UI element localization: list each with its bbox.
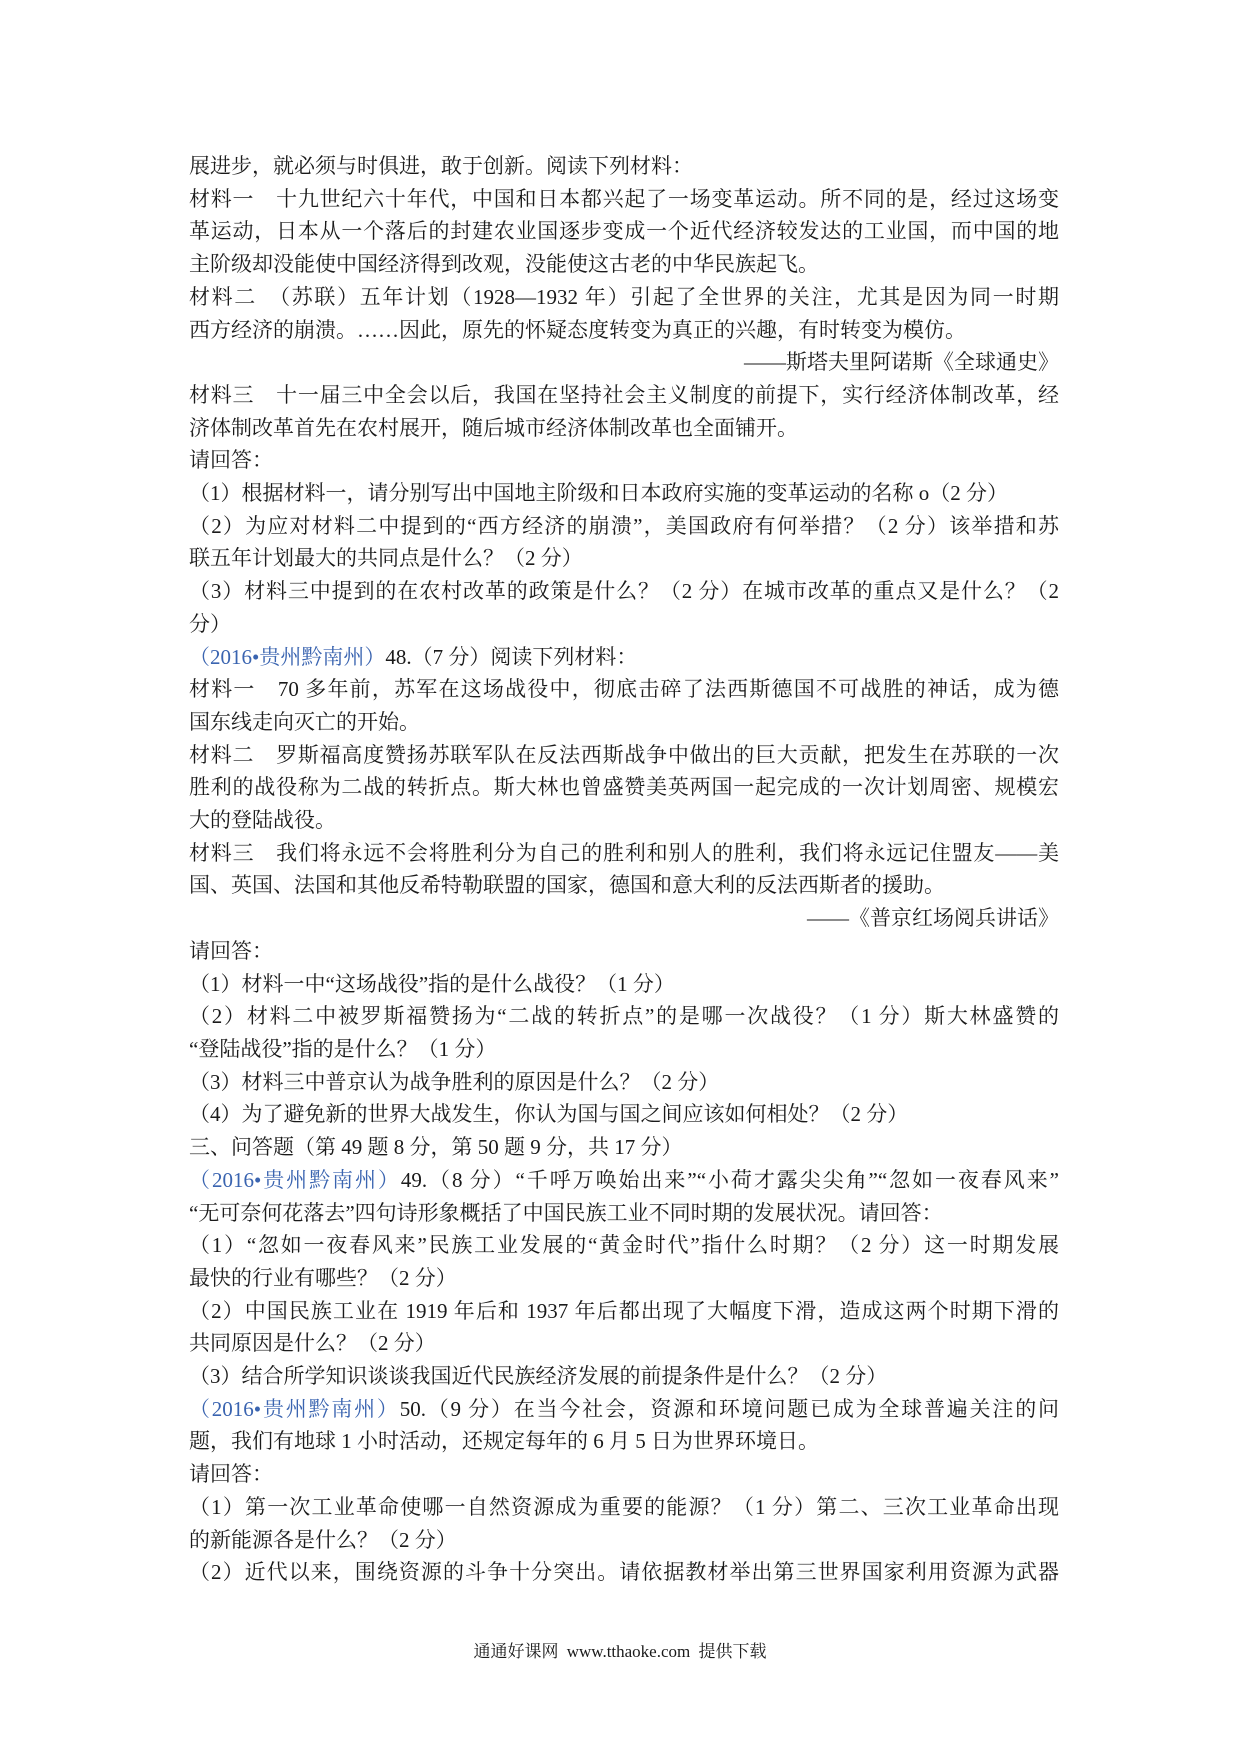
question-stem-text: 50.（9 分）在当今社会，资源和环境问题已成为全球普遍关注的问 xyxy=(399,1396,1059,1421)
source-tag: （2016•贵州黔南州） xyxy=(189,1396,400,1421)
question-line: （3）结合所学知识谈谈我国近代民族经济发展的前提条件是什么？（2 分） xyxy=(189,1364,888,1389)
question-50-header xyxy=(189,1393,1059,1426)
answer-prompt: 请回答： xyxy=(189,1462,273,1487)
question-line: （1）材料一中“这场战役”指的是什么战役？（1 分） xyxy=(189,971,675,996)
question-48-header xyxy=(189,641,1059,674)
material-line: 主阶级却没能使中国经济得到改观，没能使这古老的中华民族起飞。 xyxy=(189,252,819,277)
material-line: 材料三 我们将永远不会将胜利分为自己的胜利和别人的胜利，我们将永远记住盟友——美 xyxy=(189,840,1059,865)
question-stem-line: “无可奈何花落去”四句诗形象概括了中国民族工业不同时期的发展状况。请回答： xyxy=(189,1200,943,1225)
material-line: 国东线走向灭亡的开始。 xyxy=(189,709,420,734)
material-line: 材料二 罗斯福高度赞扬苏联军队在反法西斯战争中做出的巨大贡献，把发生在苏联的一次 xyxy=(189,742,1059,767)
material-line: 国、英国、法国和其他反希特勒联盟的国家，德国和意大利的反法西斯者的援助。 xyxy=(189,873,945,898)
question-line: （1）根据材料一，请分别写出中国地主阶级和日本政府实施的变革运动的名称 o（2 分） xyxy=(189,481,1008,506)
material-line: 材料一 十九世纪六十年代，中国和日本都兴起了一场变革运动。所不同的是，经过这场变 xyxy=(189,186,1059,211)
section-heading: 三、问答题（第 49 题 8 分，第 50 题 9 分，共 17 分） xyxy=(189,1135,683,1160)
text-column xyxy=(189,150,1059,1589)
material-line: 材料三 十一届三中全会以后，我国在坚持社会主义制度的前提下，实行经济体制改革，经 xyxy=(189,382,1059,407)
question-line: （1）“忽如一夜春风来”民族工业发展的“黄金时代”指什么时期？（2 分）这一时期发展 xyxy=(189,1233,1059,1258)
question-line: （1）第一次工业革命使哪一自然资源成为重要的能源？（1 分）第二、三次工业革命出现 xyxy=(189,1494,1059,1519)
question-line: （4）为了避免新的世界大战发生，你认为国与国之间应该如何相处？（2 分） xyxy=(189,1102,909,1127)
material-source: ——《普京红场阅兵讲话》 xyxy=(807,906,1059,931)
question-line: （2）中国民族工业在 1919 年后和 1937 年后都出现了大幅度下滑，造成这两个时期下滑的 xyxy=(189,1298,1059,1323)
question-stem-line: 题，我们有地球 1 小时活动，还规定每年的 6 月 5 日为世界环境日。 xyxy=(189,1429,819,1454)
material-line: 大的登陆战役。 xyxy=(189,808,336,833)
answer-prompt: 请回答： xyxy=(189,938,273,963)
question-line: 最快的行业有哪些？（2 分） xyxy=(189,1265,457,1290)
page-footer: 通通好课网 www.tthaoke.com 提供下载 xyxy=(473,1642,767,1661)
source-tag: （2016•贵州黔南州） xyxy=(189,1167,401,1192)
question-stem-text: 49.（8 分）“千呼万唤始出来”“小荷才露尖尖角”“忽如一夜春风来” xyxy=(400,1167,1059,1192)
material-source: ——斯塔夫里阿诺斯《全球通史》 xyxy=(744,350,1059,375)
question-49-header xyxy=(189,1164,1059,1197)
material-line: 材料一 70 多年前，苏军在这场战役中，彻底击碎了法西斯德国不可战胜的神话，成为德 xyxy=(189,677,1059,702)
question-line: （2）近代以来，围绕资源的斗争十分突出。请依据教材举出第三世界国家利用资源为武器 xyxy=(189,1560,1059,1585)
question-line: （2）为应对材料二中提到的“西方经济的崩溃”，美国政府有何举措？（2 分）该举措和苏 xyxy=(189,513,1059,538)
intro-line: 展进步，就必须与时俱进，敢于创新。阅读下列材料： xyxy=(189,154,693,178)
material-line: 西方经济的崩溃。……因此，原先的怀疑态度转变为真正的兴趣，有时转变为模仿。 xyxy=(189,317,966,342)
question-line: “登陆战役”指的是什么？（1 分） xyxy=(189,1036,497,1061)
question-line: （3）材料三中提到的在农村改革的政策是什么？（2 分）在城市改革的重点又是什么？（2 xyxy=(189,579,1059,604)
question-line: 分） xyxy=(189,611,231,636)
question-line: 的新能源各是什么？（2 分） xyxy=(189,1527,457,1552)
question-line: 联五年计划最大的共同点是什么？（2 分） xyxy=(189,546,583,571)
material-line: 革运动，日本从一个落后的封建农业国逐步变成一个近代经济较发达的工业国，而中国的地 xyxy=(189,219,1059,244)
answer-prompt: 请回答： xyxy=(189,448,273,473)
question-header-text: 48.（7 分）阅读下列材料： xyxy=(385,644,638,669)
material-line: 胜利的战役称为二战的转折点。斯大林也曾盛赞美英两国一起完成的一次计划周密、规模宏 xyxy=(189,775,1059,800)
material-line: 材料二 （苏联）五年计划（1928—1932 年）引起了全世界的关注，尤其是因为同一时期 xyxy=(189,284,1059,309)
question-line: （2）材料二中被罗斯福赞扬为“二战的转折点”的是哪一次战役？（1 分）斯大林盛赞的 xyxy=(189,1004,1059,1029)
material-line: 济体制改革首先在农村展开，随后城市经济体制改革也全面铺开。 xyxy=(189,415,798,440)
question-line: （3）材料三中普京认为战争胜利的原因是什么？（2 分） xyxy=(189,1069,720,1094)
source-tag: （2016•贵州黔南州） xyxy=(189,644,386,669)
question-line: 共同原因是什么？（2 分） xyxy=(189,1331,436,1356)
